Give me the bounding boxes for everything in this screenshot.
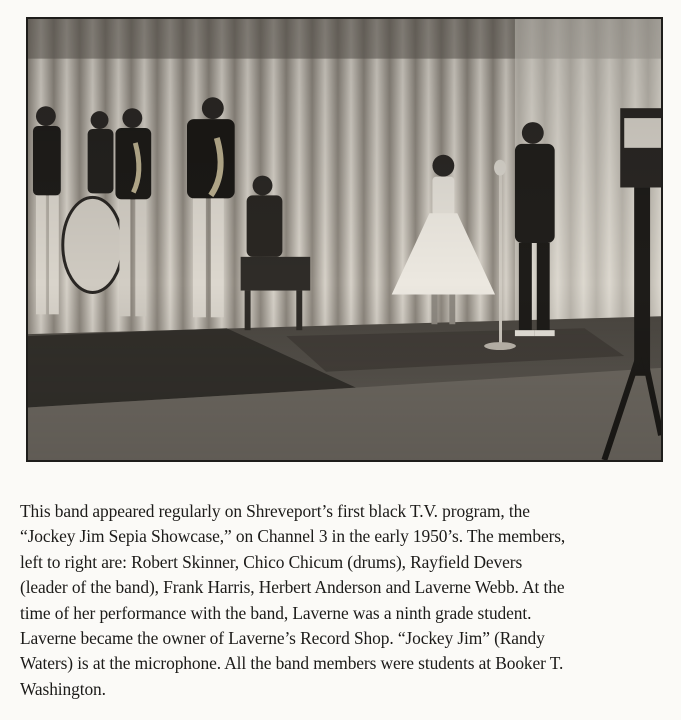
band-photograph	[26, 17, 663, 462]
caption-line-7: Waters) is at the microphone. All the band members were students at Booker T.	[20, 653, 564, 674]
photo-caption	[20, 499, 668, 702]
caption-line-5: time of her performance with the band, Laverne was a ninth grade student.	[20, 602, 532, 623]
photo-illustration	[28, 19, 661, 460]
caption-line-3: left to right are: Robert Skinner, Chico Chicum (drums), Rayfield Devers	[20, 551, 523, 572]
caption-line-6: Laverne became the owner of Laverne’s Record Shop. “Jockey Jim” (Randy	[20, 628, 545, 649]
caption-line-8: Washington.	[20, 678, 106, 699]
caption-line-1: This band appeared regularly on Shreveport’s first black T.V. program, the	[20, 501, 530, 521]
caption-line-2: “Jockey Jim Sepia Showcase,” on Channel 3 in the early 1950’s. The members,	[20, 526, 566, 547]
caption-line-4: (leader of the band), Frank Harris, Herbert Anderson and Laverne Webb. At the	[20, 577, 565, 598]
